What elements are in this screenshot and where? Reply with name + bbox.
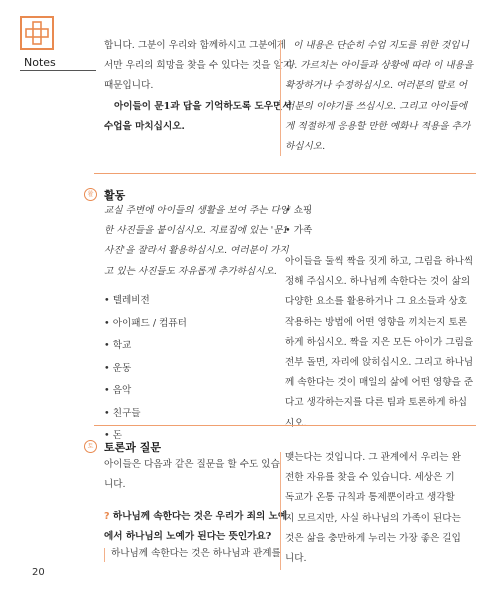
text-line: 확장하거나 수정하십시오. 여러분의 말로 어 — [285, 80, 468, 92]
question-line-1 — [104, 507, 287, 527]
closing-instruction: 수업을 마치십시오. — [104, 120, 185, 132]
question-mark-icon: ? — [104, 511, 110, 522]
discussion-icon: 토 — [84, 440, 97, 453]
activity-icon: 활 — [84, 188, 97, 201]
text-line: 고 있는 사진들도 자유롭게 추가하십시오. — [104, 265, 277, 277]
closing-instruction: 아이들이 문1과 답을 기억하도록 도우면서 — [114, 100, 292, 112]
list-item: • 가족 — [285, 225, 313, 237]
list-item: • 학교 — [104, 340, 132, 351]
list-item: • 쇼핑 — [285, 205, 313, 216]
text-line: 에서 하나님의 노예가 된다는 뜻인가요? — [104, 531, 272, 543]
activity-list — [104, 290, 187, 448]
section-divider — [94, 173, 476, 174]
text-line: 맺는다는 것입니다. 그 관계에서 우리는 완 — [285, 452, 461, 463]
note-vertical-rule — [280, 40, 281, 156]
teacher-note — [285, 36, 473, 157]
answer-vertical-rule — [104, 548, 105, 562]
page-number: 20 — [32, 567, 45, 578]
text-line: 게 적절하게 응용할 만한 예화나 적용을 추가 — [285, 120, 471, 132]
notes-divider — [20, 70, 96, 71]
text-line: 지 모르지만, 사실 하나님의 가족이 된다는 — [285, 512, 461, 524]
answer-start: 하나님께 속한다는 것은 하나님과 관계를 — [111, 548, 281, 559]
text-line: 때문입니다. — [104, 80, 154, 92]
list-item: • 아이패드 / 컴퓨터 — [104, 317, 187, 329]
text-line: 니다. — [285, 553, 307, 565]
text-line: 사진'을 잘라서 활용하십시오. 여러분이 가지 — [104, 245, 289, 257]
list-item: • 친구들 — [104, 407, 141, 419]
text-line: 다양한 요소를 활용하거나 그 요소들과 상호 — [285, 296, 468, 308]
text-line: 다. 가르치는 아이들과 상황에 따라 이 내용을 — [285, 60, 474, 72]
text-line: 전부 돌면, 자리에 앉히십시오. 그리고 하나님 — [285, 357, 474, 369]
text-line: 하나님께 속한다는 것은 우리가 죄의 노예 — [112, 511, 288, 522]
text-line: 하십시오. — [285, 141, 326, 153]
list-item: • 운동 — [104, 362, 132, 374]
text-line: 하게 하십시오. 짝을 지은 모든 아이가 그림을 — [285, 336, 474, 348]
text-line: 한 사진들을 붙이십시오. 지료집에 있는 '문1 — [104, 225, 289, 237]
text-line: 독교가 온통 규칙과 통제뿐이라고 생각할 — [285, 492, 455, 504]
text-line: 러분의 이야기를 쓰십시오. 그리고 아이들에 — [285, 100, 468, 112]
list-item: • 돈 — [104, 430, 122, 441]
list-item: • 텔레비전 — [104, 295, 150, 306]
discussion-title: 토론과 질문 — [104, 441, 161, 454]
text-line: 아이들을 둘씩 짝을 짓게 하고, 그림을 하나씩 — [285, 256, 474, 267]
discussion-question — [104, 507, 287, 547]
answer-vertical-rule — [280, 452, 281, 570]
activity-instructions — [285, 252, 473, 434]
text-line: 전한 자유를 찾을 수 있습니다. 세상은 기 — [285, 472, 455, 484]
activity-title: 활동 — [104, 189, 126, 202]
discussion-intro — [104, 455, 280, 495]
text-line: 정해 주십시오. 하나님께 속한다는 것이 삶의 — [285, 276, 471, 288]
text-line: 다고 생각하는지를 다른 팀과 토론하게 하십 — [285, 397, 468, 409]
text-line: 작용하는 방법에 어떤 영향을 끼치는지 토론 — [285, 316, 468, 328]
notes-label: Notes — [24, 56, 56, 69]
section-divider — [94, 425, 476, 426]
discussion-answer — [285, 448, 461, 569]
activity-intro — [104, 201, 289, 282]
top-left-text — [104, 36, 292, 137]
text-line: 이 내용은 단순히 수업 지도를 위한 것입니 — [293, 40, 469, 51]
list-item: • 음악 — [104, 385, 132, 396]
text-line: 것은 삶을 충만하게 누리는 가장 좋은 길입 — [285, 532, 461, 544]
text-line: 니다. — [104, 479, 126, 491]
cross-logo-icon — [20, 16, 54, 50]
text-line: 께 속한다는 것이 매일의 삶에 어떤 영향을 준 — [285, 377, 474, 389]
text-line: 아이들은 다음과 같은 질문을 할 수도 있습 — [104, 459, 280, 470]
activity-list-right — [285, 201, 312, 241]
text-line: 교실 주변에 아이들의 생활을 보여 주는 다양 — [104, 205, 290, 216]
text-line: 합니다. 그분이 우리와 함께하시고 그분에게 — [104, 40, 287, 51]
text-line: 서만 우리의 희망을 찾을 수 있다는 것을 알기 — [104, 60, 293, 72]
text-line: 시오. — [285, 417, 307, 429]
